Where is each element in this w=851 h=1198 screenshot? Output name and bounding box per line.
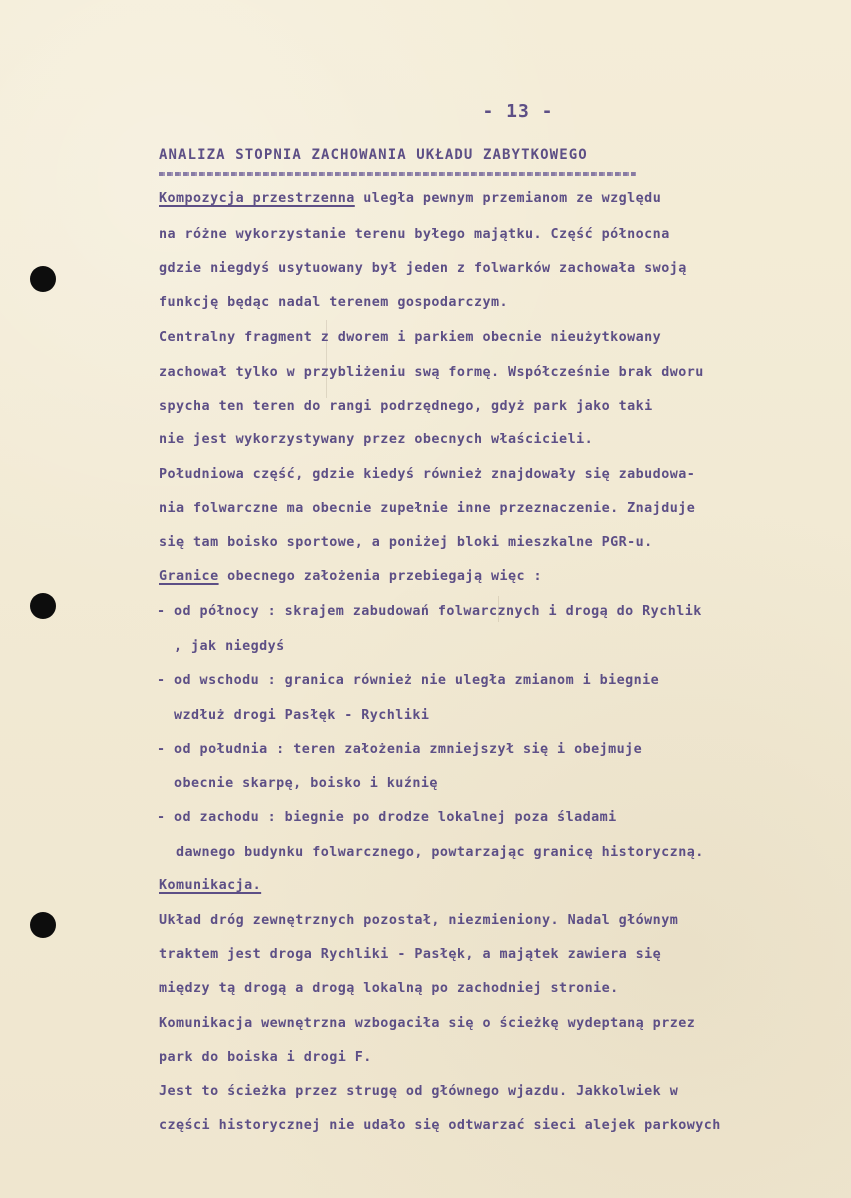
page-number: - 13 - <box>482 101 554 122</box>
text-line: - od południa : teren założenia zmniejszył się i obejmuje <box>157 742 643 757</box>
text-line <box>159 879 261 892</box>
text-line: , jak niegdyś <box>174 639 285 654</box>
underlined-term: Kompozycja przestrzenna <box>159 191 355 206</box>
text-line: na różne wykorzystanie terenu byłego majątku. Część północna <box>159 227 670 242</box>
text-line: nia folwarczne ma obecnie zupełnie inne przeznaczenie. Znajduje <box>159 501 696 516</box>
text-line: funkcję będąc nadal terenem gospodarczym. <box>159 295 508 310</box>
text-line: Jest to ścieżka przez strugę od głównego wjazdu. Jakkolwiek w <box>159 1084 679 1099</box>
text-line: nie jest wykorzystywany przez obecnych właścicieli. <box>159 432 594 447</box>
underlined-term: Komunikacja. <box>159 878 262 893</box>
text-line: park do boiska i drogi F. <box>159 1050 372 1065</box>
underlined-term: Granice <box>159 569 219 584</box>
text-line: zachował tylko w przybliżeniu swą formę. Współcześnie brak dworu <box>159 365 704 380</box>
text-line: części historycznej nie udało się odtwarzać sieci alejek parkowych <box>159 1118 721 1133</box>
heading-underline <box>159 172 636 176</box>
punch-hole-top <box>30 266 56 292</box>
text-line: obecnie skarpę, boisko i kuźnię <box>174 776 438 791</box>
text-line: - od zachodu : biegnie po drodze lokalnej poza śladami <box>157 810 617 825</box>
text-line: spycha ten teren do rangi podrzędnego, gdyż park jako taki <box>159 399 653 414</box>
text-line: - od północy : skrajem zabudowań folwarcznych i drogą do Rychlik <box>157 604 702 619</box>
punch-hole-bottom <box>30 912 56 938</box>
text-line: Kompozycja przestrzenna uległa pewnym przemianom ze względu <box>159 191 662 206</box>
text-line: Centralny fragment z dworem i parkiem obecnie nieużytkowany <box>159 330 662 345</box>
text-line: dawnego budynku folwarcznego, powtarzając granicę historyczną. <box>176 845 704 860</box>
text-line: traktem jest droga Rychliki - Pasłęk, a majątek zawiera się <box>159 947 662 962</box>
text-line: gdzie niegdyś usytuowany był jeden z folwarków zachowała swoją <box>159 261 687 276</box>
text-line: Komunikacja wewnętrzna wzbogaciła się o ścieżkę wydeptaną przez <box>159 1016 696 1031</box>
text-line: między tą drogą a drogą lokalną po zachodniej stronie. <box>159 981 619 996</box>
text-line: się tam boisko sportowe, a poniżej bloki mieszkalne PGR-u. <box>159 535 653 550</box>
section-heading: ANALIZA STOPNIA ZACHOWANIA UKŁADU ZABYTKOWEGO <box>159 147 588 163</box>
text-line: Granice obecnego założenia przebiegają więc : <box>159 569 543 584</box>
punch-hole-middle <box>30 593 56 619</box>
text-line: Układ dróg zewnętrznych pozostał, niezmieniony. Nadal głównym <box>159 913 679 928</box>
text-line: Południowa część, gdzie kiedyś również znajdowały się zabudowa- <box>159 467 696 482</box>
text-line: wzdłuż drogi Pasłęk - Rychliki <box>174 708 430 723</box>
text-line: - od wschodu : granica również nie uległa zmianom i biegnie <box>157 673 660 688</box>
